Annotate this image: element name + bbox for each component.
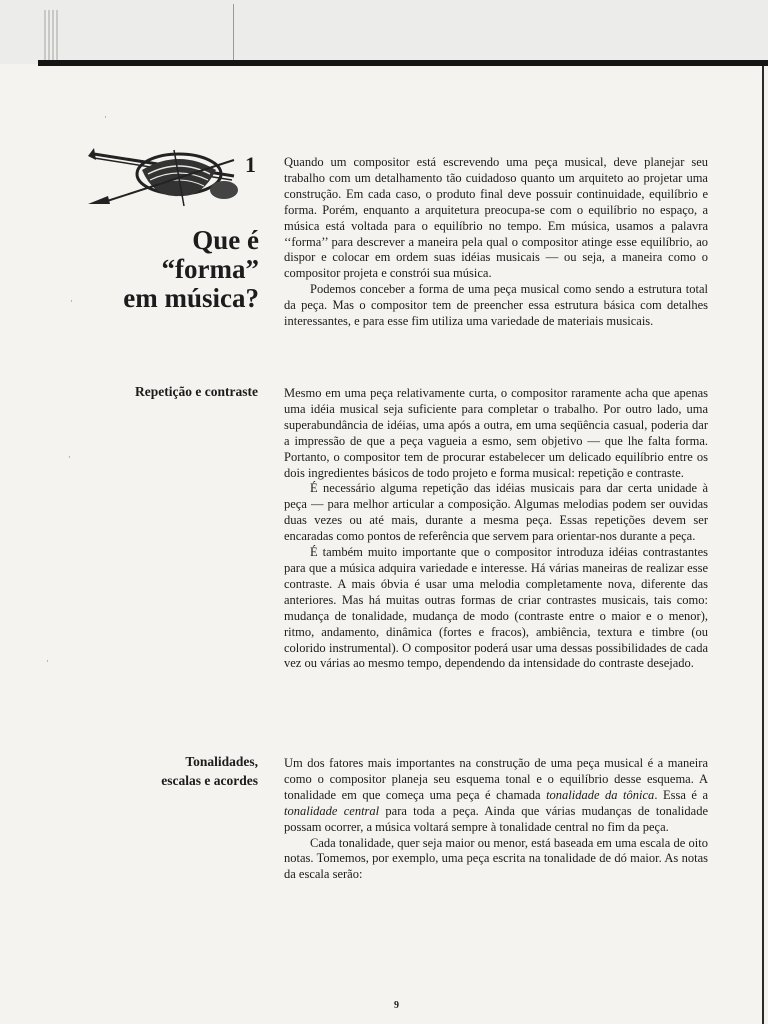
scan-binding-shadow: [44, 10, 58, 60]
scan-top-margin: [0, 0, 768, 64]
section-heading-line: Repetição e contraste: [135, 384, 258, 399]
paragraph: Mesmo em uma peça relativamente curta, o compositor raramente acha que apenas uma idéia musical seja suficiente para completar o trabalho. Por outro lado, uma superabundância de idéias, uma após a outra, em uma seqüência casual, poderia dar a impressão de que a peça vagueia a esmo, sem objetivo — que lhe falta forma. Portanto, o compositor tem de procurar estabelecer um delicado equilíbrio entre os dois ingredientes básicos de todo projeto e forma musical: repetição e contraste.: [284, 386, 708, 480]
section-heading-tonalidades: [161, 752, 258, 790]
chapter-title: [123, 226, 259, 313]
paragraph: Cada tonalidade, quer seja maior ou menor, está baseada em uma escala de oito notas. Tomemos, por exemplo, uma peça escrita na tonalidade de dó maior. As notas da escala serão:: [284, 835, 708, 882]
header-rule: [38, 60, 768, 66]
repeticao-section: [284, 386, 708, 672]
section-heading-line: Tonalidades,: [185, 754, 258, 769]
scan-speck: ·: [46, 656, 49, 666]
section-heading-line: escalas e acordes: [161, 773, 258, 788]
paragraph: É também muito importante que o compositor introduza idéias contrastantes para que a música adquira variedade e interesse. Há várias maneiras de realizar esse contraste. A mais óbvia é usar uma melodia completamente nova, diferente das anteriores. Mas há muitas outras formas de criar contrastes musicais, tais como: mudança de tonalidade, mudança de modo (contraste entre o maior e o menor), ritmo, andamento, dinâmica (fortes e fracos), ambiência, textura e timbre (ou colorido instrumental). O compositor poderá usar uma dessas possibilidades de cada vez ou várias ao mesmo tempo, dependendo da intensidade do contraste desejado.: [284, 545, 708, 671]
paragraph: É necessário alguma repetição das idéias musicais para dar certa unidade à peça — para melhor articular a composição. Algumas melodias podem ser ouvidas duas vezes ou até mais, durante a mesma peça. Essas repetições devem ser encaradas como pontos de referência que servem para orientar-nos durante a peça.: [284, 481, 708, 544]
page-right-edge: [762, 66, 764, 1024]
text-run: Um dos fatores mais importantes na construção de uma peça musical é a maneira como o compositor planeja seu esquema tonal e o equilíbrio desse esquema. A tonalidade em que começa uma peça é chamada: [284, 756, 708, 802]
tonalidades-section: [284, 756, 708, 883]
chapter-title-line: Que é: [192, 225, 259, 255]
page-number: 9: [394, 1000, 399, 1011]
text-run: . Essa é a: [654, 787, 708, 802]
section-heading-repeticao: [135, 382, 258, 401]
paragraph: Quando um compositor está escrevendo uma peça musical, deve planejar seu trabalho com um detalhamento tão cuidadoso quanto um arquiteto ao projetar uma construção. Em cada caso, o produto final deve possuir continuidade, equilíbrio e forma. Porém, enquanto a arquitetura preocupa-se com o equilíbrio no espaço, a música está voltada para o equilíbrio no tempo. Em música, usamos a palavra ‘‘forma’’ para descrever a maneira pela qual o compositor atinge esse equilíbrio, ao dispor e colocar em ordem suas idéias musicais — ou seja, a maneira como o compositor projeta e constrói sua música.: [284, 155, 708, 281]
chapter-title-line: em música?: [123, 283, 259, 313]
chapter-title-line: “forma”: [161, 254, 259, 284]
instruments-emblem-icon: [84, 146, 244, 208]
scan-speck: ·: [68, 452, 71, 462]
scan-speck: ·: [104, 112, 107, 122]
emphasis-term: tonalidade central: [284, 803, 380, 818]
emphasis-term: tonalidade da tônica: [546, 787, 655, 802]
scan-speck: ·: [70, 296, 73, 306]
paragraph: Podemos conceber a forma de uma peça musical como sendo a estrutura total da peça. Mas o compositor tem de preencher essa estrutura básica com detalhes interessantes, e para esse fim utiliza uma variedade de materiais musicais.: [284, 282, 708, 329]
chapter-number: 1: [245, 152, 256, 177]
paragraph: [284, 756, 708, 836]
page-fold-line: [233, 4, 234, 64]
text-run: para toda a peça. Ainda que várias mudanças de tonalidade possam ocorrer, a música voltará sempre à tonalidade central no fim da peça.: [284, 803, 708, 834]
intro-section: [284, 155, 708, 330]
